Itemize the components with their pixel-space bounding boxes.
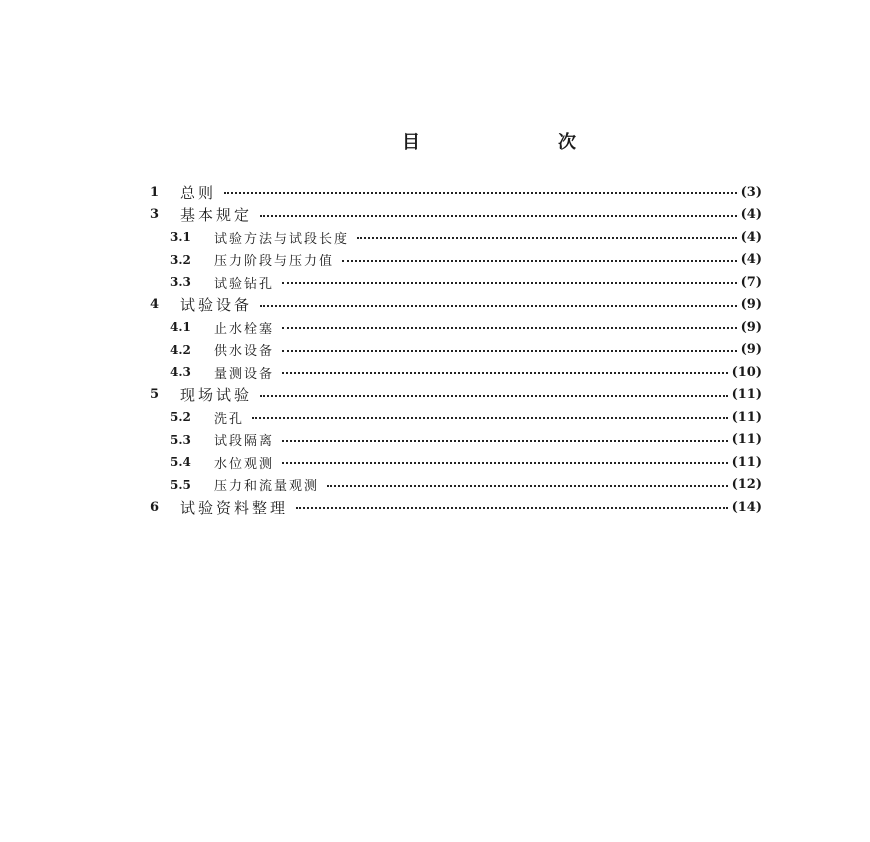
toc-number: 1 bbox=[150, 184, 160, 200]
dot-leader bbox=[252, 417, 728, 419]
toc-label: 基本规定 bbox=[180, 206, 253, 225]
toc-page: (11) bbox=[731, 387, 762, 403]
dot-leader bbox=[327, 485, 728, 487]
page-title: 目 次 bbox=[402, 132, 636, 153]
toc-entry[interactable] bbox=[150, 429, 762, 452]
toc-page: (7) bbox=[740, 274, 762, 290]
toc-number: 5.3 bbox=[170, 432, 191, 447]
dot-leader bbox=[282, 440, 728, 442]
toc-entry[interactable] bbox=[150, 316, 762, 339]
toc-number: 5.5 bbox=[170, 477, 191, 492]
toc-number: 4.3 bbox=[170, 365, 191, 380]
toc-number: 3.3 bbox=[170, 275, 191, 290]
toc-number: 4.1 bbox=[170, 320, 191, 335]
toc-entry[interactable] bbox=[150, 204, 762, 227]
table-of-contents bbox=[150, 181, 762, 519]
dot-leader bbox=[260, 215, 737, 217]
toc-label: 水位观测 bbox=[214, 456, 275, 472]
dot-leader bbox=[282, 462, 728, 464]
toc-entry[interactable] bbox=[150, 406, 762, 429]
dot-leader bbox=[357, 237, 737, 239]
toc-page: (9) bbox=[740, 297, 762, 313]
toc-entry[interactable] bbox=[150, 474, 762, 497]
toc-page: (11) bbox=[731, 454, 762, 470]
toc-entry[interactable] bbox=[150, 226, 762, 249]
toc-label: 现场试验 bbox=[180, 386, 253, 405]
toc-page: (10) bbox=[731, 364, 762, 380]
toc-page: (14) bbox=[731, 499, 762, 515]
toc-entry[interactable] bbox=[150, 384, 762, 407]
toc-page: (3) bbox=[740, 184, 762, 200]
toc-label: 供水设备 bbox=[214, 344, 275, 360]
toc-entry[interactable] bbox=[150, 339, 762, 362]
toc-number: 3.2 bbox=[170, 252, 191, 267]
toc-label: 试验钻孔 bbox=[214, 276, 275, 292]
toc-entry[interactable] bbox=[150, 271, 762, 294]
toc-entry[interactable] bbox=[150, 451, 762, 474]
dot-leader bbox=[296, 507, 728, 509]
dot-leader bbox=[282, 282, 737, 284]
toc-label: 试验方法与试段长度 bbox=[214, 231, 350, 247]
toc-page: (9) bbox=[740, 319, 762, 335]
toc-number: 5.4 bbox=[170, 455, 191, 470]
toc-label: 压力和流量观测 bbox=[214, 479, 320, 495]
toc-number: 5.2 bbox=[170, 410, 191, 425]
toc-page: (4) bbox=[740, 252, 762, 268]
dot-leader bbox=[282, 350, 737, 352]
toc-label: 试验设备 bbox=[180, 296, 253, 315]
toc-label: 止水栓塞 bbox=[214, 321, 275, 337]
toc-entry[interactable] bbox=[150, 361, 762, 384]
dot-leader bbox=[282, 327, 737, 329]
toc-entry[interactable] bbox=[150, 249, 762, 272]
toc-page: (4) bbox=[740, 229, 762, 245]
toc-label: 总则 bbox=[180, 183, 217, 202]
toc-label: 试验资料整理 bbox=[180, 498, 289, 517]
dot-leader bbox=[224, 192, 737, 194]
toc-page: (4) bbox=[740, 207, 762, 223]
toc-number: 3 bbox=[150, 207, 160, 223]
dot-leader bbox=[260, 395, 728, 397]
toc-label: 量测设备 bbox=[214, 366, 275, 382]
toc-page: (11) bbox=[731, 409, 762, 425]
toc-number: 4.2 bbox=[170, 342, 191, 357]
toc-number: 4 bbox=[150, 297, 160, 313]
toc-label: 试段隔离 bbox=[214, 434, 275, 450]
toc-label: 压力阶段与压力值 bbox=[214, 254, 335, 270]
toc-number: 6 bbox=[150, 499, 160, 515]
dot-leader bbox=[282, 372, 728, 374]
toc-entry[interactable] bbox=[150, 496, 762, 519]
toc-page: (12) bbox=[731, 477, 762, 493]
toc-label: 洗孔 bbox=[214, 411, 245, 427]
toc-page: (11) bbox=[731, 432, 762, 448]
dot-leader bbox=[260, 305, 737, 307]
toc-number: 3.1 bbox=[170, 230, 191, 245]
toc-number: 5 bbox=[150, 387, 160, 403]
toc-entry[interactable] bbox=[150, 181, 762, 204]
toc-entry[interactable] bbox=[150, 294, 762, 317]
toc-page: (9) bbox=[740, 342, 762, 358]
dot-leader bbox=[342, 260, 737, 262]
